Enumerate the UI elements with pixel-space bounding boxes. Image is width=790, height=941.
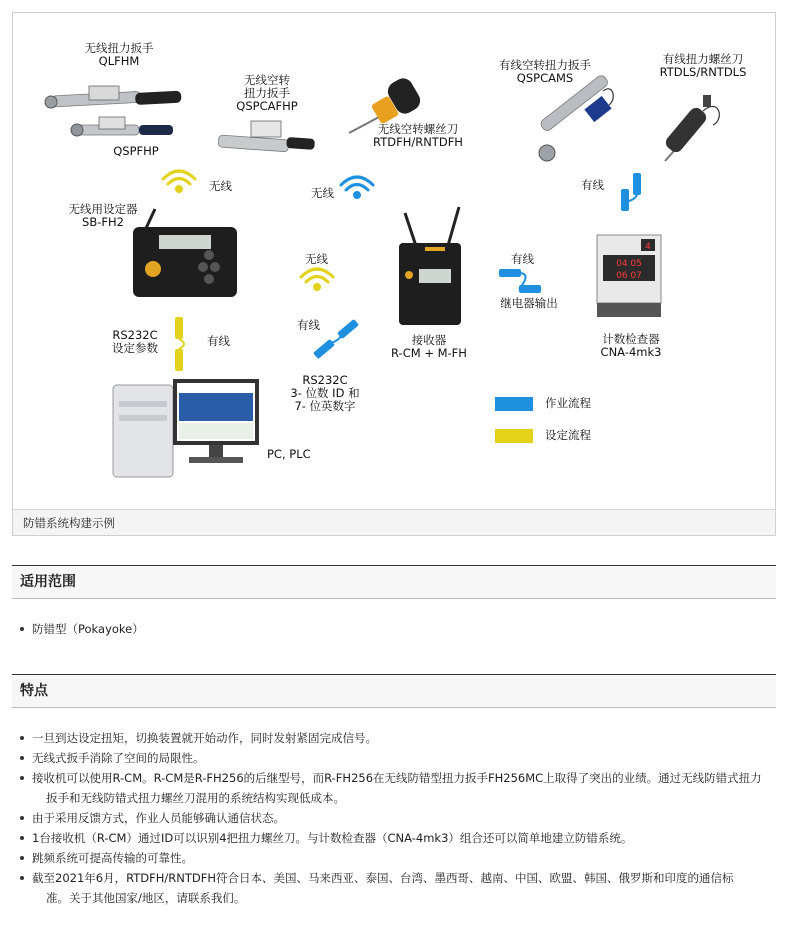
qspfhp-wrench-image: [71, 117, 173, 136]
wireless-setting-icon-2: [301, 269, 333, 290]
rs232-id-label-2: 3- 位数 ID 和: [290, 386, 360, 400]
scope-list-item: 防错型（Pokayoke）: [12, 619, 776, 639]
feature-item: 无线式扳手消除了空间的局限性。: [12, 748, 776, 768]
rs232-id-label-3: 7- 位英数字: [294, 399, 356, 413]
counter-digits-bottom: 06 07: [616, 271, 642, 281]
counter-name-label: 计数检查器: [602, 332, 660, 346]
qlfhm-name-label: 无线扭力扳手: [84, 41, 154, 55]
qspfhp-model-label: QSPFHP: [113, 144, 159, 158]
receiver-model-label: R-CM + M-FH: [391, 346, 467, 360]
qspcams-name-label: 有线空转扭力扳手: [499, 58, 591, 72]
feature-item: 由于采用反馈方式，作业人员能够确认通信状态。: [12, 808, 776, 828]
rtdls-screwdriver-image: [663, 95, 719, 161]
qspcafhp-model-label: QSPCAFHP: [236, 99, 298, 113]
system-diagram-figure: [12, 12, 776, 536]
feature-item: 接收机可以使用R-CM。R-CM是R-FH256的后继型号，而R-FH256在无线防错型扭力扳手FH256MC上取得了突出的业绩。通过无线防错式扭力: [12, 768, 776, 788]
feature-item-continued: 准。关于其他国家/地区，请联系我们。: [46, 891, 246, 905]
scope-list: [12, 619, 776, 639]
legend-setting-swatch: [495, 429, 533, 443]
wired-relay-cable-icon: [499, 269, 541, 293]
wired-label-setting: 有线: [207, 334, 230, 348]
qlfhm-wrench-image: [45, 86, 182, 108]
pc-plc-image: [113, 379, 259, 477]
feature-item-continued: 扳手和无线防错式扭力螺丝刀混用的系统结构实现低成本。: [46, 791, 345, 805]
feature-item: 1台接收机（R-CM）通过ID可以识别4把扭力螺丝刀。与计数检查器（CNA-4mk3）组合还可以简单地建立防错系统。: [12, 828, 776, 848]
setter-model-label: SB-FH2: [82, 215, 124, 229]
rs232-setting-label-1: RS232C: [112, 328, 158, 342]
scope-section-title: 适用范围: [12, 565, 776, 599]
figure-caption: 防错系统构建示例: [13, 509, 775, 535]
feature-item: 截至2021年6月，RTDFH/RNTDFH符合日本、美国、马来西亚、泰国、台湾、墨西哥、越南、中国、欧盟、韩国、俄罗斯和印度的通信标: [12, 868, 776, 888]
wired-setting-cable-icon: [175, 317, 184, 371]
wired-label-relay: 有线: [511, 252, 534, 266]
legend-setting-label: 设定流程: [545, 428, 591, 442]
rs232-setting-label-2: 设定参数: [112, 341, 158, 355]
rtdfh-model-label: RTDFH/RNTDFH: [373, 135, 463, 149]
wired-counter-cable-icon: [621, 173, 641, 211]
relay-output-label: 继电器输出: [500, 296, 558, 310]
wireless-label-1: 无线: [209, 179, 232, 193]
wireless-work-icon: [341, 177, 373, 198]
rtdfh-name-label: 无线空转螺丝刀: [377, 122, 459, 136]
features-list: [12, 728, 776, 908]
rtdls-name-label: 有线扭力螺丝刀: [662, 52, 744, 66]
wired-label-counter: 有线: [581, 178, 604, 192]
qspcams-model-label: QSPCAMS: [516, 71, 574, 85]
wireless-label-2: 无线: [311, 186, 334, 200]
receiver-name-label: 接收器: [411, 333, 447, 347]
qspcafhp-name-label-1: 无线空转: [244, 73, 290, 87]
feature-item: 一旦到达设定扭矩，切换装置就开始动作，同时发射紧固完成信号。: [12, 728, 776, 748]
rs232-id-label-1: RS232C: [302, 373, 348, 387]
counter-model-label: CNA-4mk3: [600, 345, 662, 359]
setter-name-label: 无线用设定器: [68, 202, 138, 216]
feature-item: 跳频系统可提高传输的可靠性。: [12, 848, 776, 868]
legend-work-swatch: [495, 397, 533, 411]
qlfhm-model-label: QLFHM: [98, 54, 140, 68]
qspcafhp-wrench-image: [218, 121, 315, 152]
receiver-image: [399, 207, 461, 325]
qspcafhp-name-label-2: 扭力扳手: [244, 86, 290, 100]
counter-cna-image: [597, 235, 661, 317]
features-section-title: 特点: [12, 674, 776, 708]
wireless-label-3: 无线: [305, 252, 328, 266]
counter-digits-top: 04 05: [616, 259, 642, 269]
pc-plc-label: PC, PLC: [267, 447, 311, 461]
rtdls-model-label: RTDLS/RNTDLS: [659, 65, 747, 79]
diagram-canvas: [13, 13, 775, 511]
wired-label-id: 有线: [297, 318, 320, 332]
counter-side-digit: 4: [645, 242, 651, 252]
legend-work-label: 作业流程: [545, 396, 591, 410]
qspcams-wrench-image: [539, 74, 613, 161]
wireless-setting-icon-1: [163, 171, 195, 192]
